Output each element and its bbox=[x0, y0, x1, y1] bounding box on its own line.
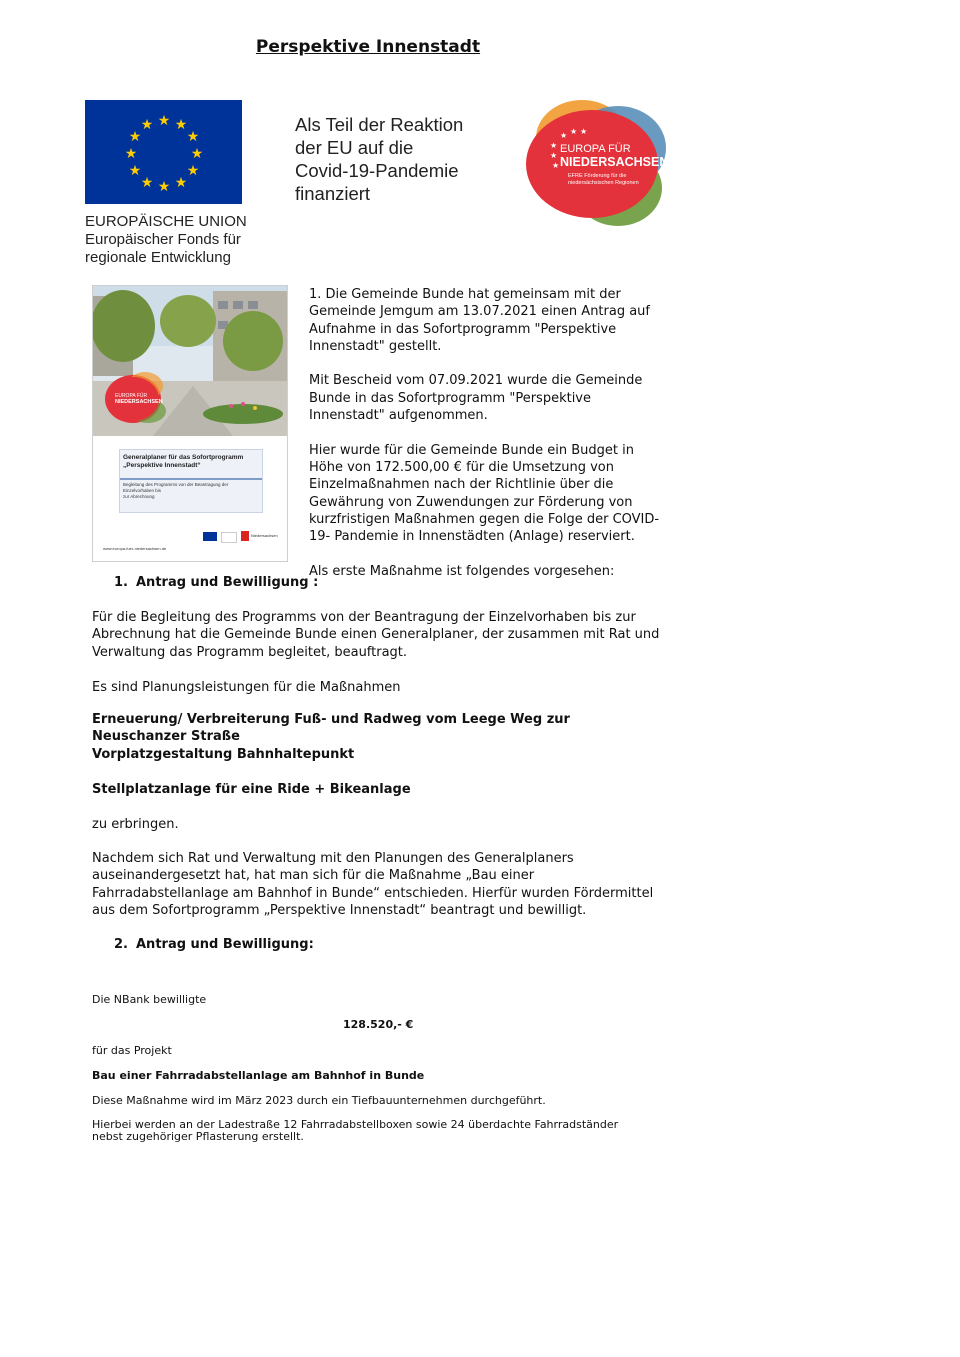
granted-amount: 128.520,- € bbox=[343, 1018, 414, 1031]
section1-paragraph-1: Für die Begleitung des Programms von der Beantragung der Einzelvorhaben bis zur Abrechnung hat die Gemeinde Bunde einen Generalplaner, der zusammen mit Rat und Verwaltung das Programm begleitet, beauftragt. bbox=[92, 610, 660, 660]
section2-paragraph-2: Hierbei werden an der Ladestraße 12 Fahrradabstellboxen sowie 24 überdachte Fahrradständer nebst zugehöriger Pflasterung erstellt. bbox=[92, 1118, 619, 1143]
brochure-box-title1: Generalplaner für das Sofortprogramm bbox=[123, 454, 244, 461]
efre-logo-line2: NIEDERSACHSEN bbox=[560, 155, 669, 169]
svg-text:★: ★ bbox=[174, 175, 188, 191]
measure-3: Stellplatzanlage für eine Ride + Bikeanlage bbox=[92, 782, 411, 797]
brochure-box-sub2: zur Abrechnung bbox=[123, 494, 155, 499]
brochure-niedersachsen-icon bbox=[241, 531, 249, 541]
granted-by: Die NBank bewilligte bbox=[92, 993, 207, 1006]
brochure-cover-image bbox=[92, 285, 288, 562]
section1-paragraph-2: Es sind Planungsleistungen für die Maßnahmen bbox=[92, 680, 401, 695]
brochure-footer-ns: Niedersachsen bbox=[251, 533, 278, 538]
covid-funding-statement bbox=[295, 113, 505, 205]
reaction-line2: der EU auf die bbox=[295, 137, 414, 158]
svg-text:★: ★ bbox=[157, 179, 171, 195]
reaction-line1: Als Teil der Reaktion bbox=[295, 114, 464, 135]
project-name: Bau einer Fahrradabstellanlage am Bahnhof in Bunde bbox=[92, 1069, 425, 1082]
section1-paragraph-4: Nachdem sich Rat und Verwaltung mit den Planungen des Generalplaners auseinandergesetzt hat, hat man sich für die Maßnahme „Bau einer Fahrradabstellanlage am Bahnhof in Bunde“ entschieden. Hierfür wurden Fördermittel aus dem Sofortprogramm „Perspektive Innenstadt“ beantragt und bewilligt. bbox=[92, 851, 654, 918]
section2-heading: Antrag und Bewilligung: bbox=[136, 937, 314, 952]
svg-text:★: ★ bbox=[128, 163, 142, 179]
svg-text:★: ★ bbox=[570, 127, 578, 136]
eu-logo-line3: regionale Entwicklung bbox=[85, 249, 231, 266]
svg-text:★: ★ bbox=[552, 161, 560, 170]
reaction-line3: Covid-19-Pandemie bbox=[295, 160, 459, 181]
brochure-title-box bbox=[119, 449, 263, 513]
brochure-box-title2: „Perspektive Innenstadt“ bbox=[123, 462, 201, 469]
section1-number: 1. bbox=[114, 575, 128, 590]
svg-text:★: ★ bbox=[186, 163, 200, 179]
eu-logo-line2: Europäischer Fonds für bbox=[85, 231, 241, 248]
brochure-efre-icon bbox=[221, 532, 237, 543]
section1-heading: Antrag und Bewilligung : bbox=[136, 575, 319, 590]
svg-text:★: ★ bbox=[140, 117, 154, 133]
measure-1: Erneuerung/ Verbreiterung Fuß- und Radweg vom Leege Weg zur Neuschanzer Straße bbox=[92, 712, 570, 745]
svg-text:★: ★ bbox=[124, 146, 138, 162]
eu-logo-line1: EUROPÄISCHE UNION bbox=[85, 213, 247, 230]
brochure-logo-line1: EUROPA FÜR bbox=[115, 393, 148, 399]
svg-text:★: ★ bbox=[174, 117, 188, 133]
svg-text:★: ★ bbox=[550, 141, 558, 150]
svg-text:★: ★ bbox=[190, 146, 204, 162]
measure-2: Vorplatzgestaltung Bahnhaltepunkt bbox=[92, 747, 355, 762]
svg-text:★: ★ bbox=[128, 129, 142, 145]
svg-text:★: ★ bbox=[140, 175, 154, 191]
section2-number: 2. bbox=[114, 937, 128, 952]
intro-paragraph-2: Mit Bescheid vom 07.09.2021 wurde die Gemeinde Bunde in das Sofortprogramm "Perspektive Innenstadt" aufgenommen. bbox=[309, 373, 643, 424]
page-title: Perspektive Innenstadt bbox=[255, 37, 481, 57]
brochure-footer-url: www.europa-fuer-niedersachsen.de bbox=[103, 546, 167, 551]
efre-logo-line1: EUROPA FÜR bbox=[560, 143, 631, 155]
brochure-logo-line2: NIEDERSACHSEN bbox=[115, 399, 163, 405]
svg-text:★: ★ bbox=[157, 113, 171, 129]
europa-fuer-niedersachsen-logo bbox=[520, 96, 670, 228]
svg-text:★: ★ bbox=[550, 151, 558, 160]
intro-paragraph-3: Hier wurde für die Gemeinde Bunde ein Budget in Höhe von 172.500,00 € für die Umsetzung von Einzelmaßnahmen nach der Richtlinie über die Gewährung von Zuwendungen zur Förderung von kurzfristigen Maßnahmen gegen die Folge der COVID- 19- Pandemie in Innenstädten (Anlage) reserviert. bbox=[309, 442, 660, 545]
intro-paragraph-1: 1. Die Gemeinde Bunde hat gemeinsam mit der Gemeinde Jemgum am 13.07.2021 einen Antrag auf Aufnahme in das Sofortprogramm "Perspektive Innenstadt" gestellt. bbox=[309, 287, 651, 354]
svg-text:★: ★ bbox=[186, 129, 200, 145]
svg-text:★: ★ bbox=[580, 127, 588, 136]
reaction-line4: finanziert bbox=[295, 183, 371, 204]
brochure-box-sub1: Begleitung des Programms von der Beantragung der Einzelvorhaben bis bbox=[123, 482, 229, 493]
section2-paragraph-1: Diese Maßnahme wird im März 2023 durch ein Tiefbauunternehmen durchgeführt. bbox=[92, 1094, 546, 1107]
for-project: für das Projekt bbox=[92, 1044, 172, 1057]
intro-text bbox=[309, 286, 669, 597]
svg-text:★: ★ bbox=[560, 131, 568, 140]
brochure-eu-flag-icon bbox=[203, 532, 217, 541]
intro-paragraph-4: Als erste Maßnahme ist folgendes vorgesehen: bbox=[309, 563, 615, 579]
section1-paragraph-3: zu erbringen. bbox=[92, 817, 179, 832]
eu-logo-text bbox=[85, 213, 247, 267]
efre-logo-line4: niedersächsischen Regionen bbox=[568, 180, 639, 186]
efre-logo-line3: EFRE Förderung für die bbox=[568, 173, 627, 179]
eu-flag-icon bbox=[85, 100, 242, 204]
